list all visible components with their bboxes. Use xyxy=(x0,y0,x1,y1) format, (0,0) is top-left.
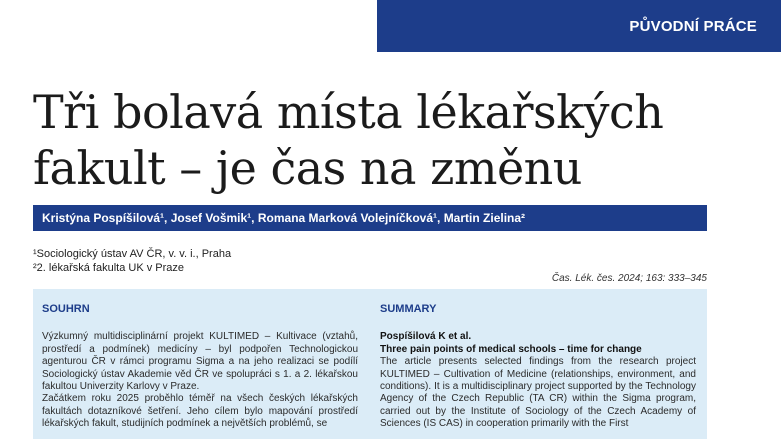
abstract-czech xyxy=(42,303,358,431)
summary-title: Three pain points of medical schools – time for change xyxy=(380,343,642,355)
article-title: Tři bolavá místa lékařských fakult – je čas na změnu xyxy=(33,85,664,195)
abstract-heading-cs: SOUHRN xyxy=(42,303,90,315)
abstract-paragraph: Výzkumný multidisciplinární projekt KULTIMED – Kultivace (vztahů, prostředí a podmínek) medicíny – byl podpořen Technologickou agenturou ČR v rámci programu Sigma a na jeho realizaci se podílí Sociologický ústav Akademie věd ČR ve spolupráci s 1. a 2. lékařskou fakultou Univerzity Karlovy v Praze. xyxy=(42,331,358,393)
summary-authors: Pospíšilová K et al. xyxy=(380,331,472,343)
affiliation-2: ²2. lékařská fakulta UK v Praze xyxy=(33,262,185,274)
section-label: PŮVODNÍ PRÁCE xyxy=(629,18,757,35)
abstract-heading-en: SUMMARY xyxy=(380,303,437,315)
affiliations xyxy=(33,247,231,275)
abstract-panel xyxy=(33,289,707,439)
author-list: Kristýna Pospíšilová¹, Josef Vošmik¹, Romana Marková Volejníčková¹, Martin Zielina² xyxy=(42,211,526,225)
authors-bar xyxy=(33,205,707,231)
abstract-paragraph: Začátkem roku 2025 proběhlo téměř na všech českých lékařských fakultách dotazníkové šetření. Jeho cílem bylo mapování prostředí lékařských fakult, studijních podmínek a největších problémů, se xyxy=(42,393,358,430)
section-banner xyxy=(377,0,781,52)
summary-text: The article presents selected findings from the research project KULTIMED – Cultivation of Medicine (relationships, environment, and conditions). It is a multidisciplinary project supported by the Technology Agency of the Czech Republic (TA CR) within the Sigma program, carried out by the Institute of Sociology of the Czech Academy of Sciences (IS CAS) in cooperation primarily with the First xyxy=(380,356,696,430)
abstract-english xyxy=(380,303,696,431)
affiliation-1: ¹Sociologický ústav AV ČR, v. v. i., Praha xyxy=(33,248,232,260)
citation: Čas. Lék. čes. 2024; 163: 333–345 xyxy=(551,273,707,284)
